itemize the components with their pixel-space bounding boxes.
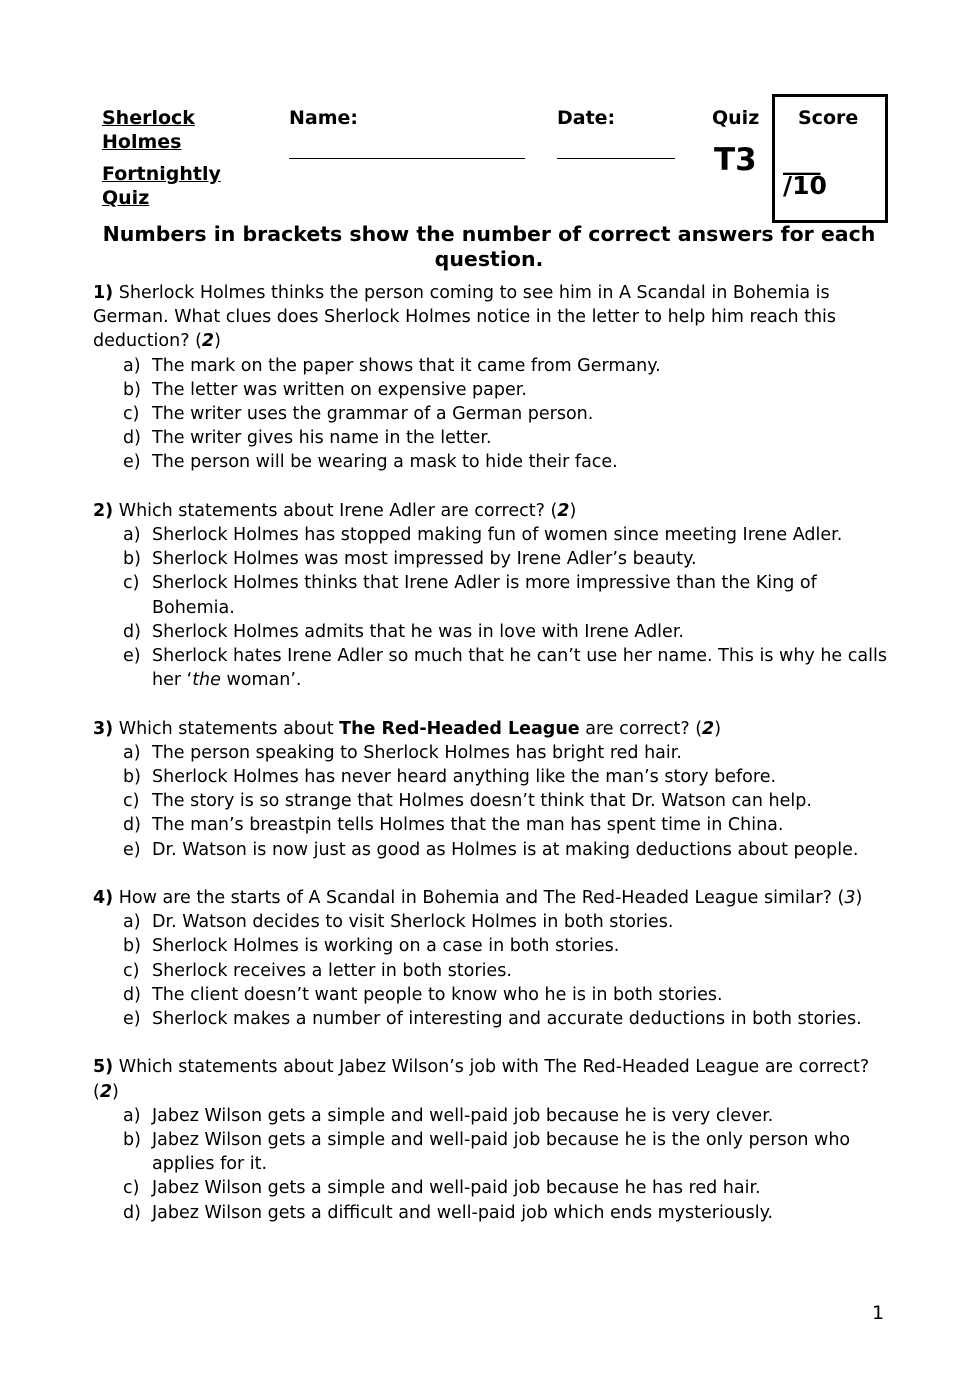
option-d[interactable]: d) The writer gives his name in the letter. [123,428,492,449]
question-3 [93,717,893,862]
question-text: 4) How are the starts of A Scandal in Bohemia and The Red-Headed League similar? (3) [93,888,863,909]
question-5 [93,1055,893,1224]
answer-count: 2 [201,331,215,352]
quiz-code: T3 [714,142,757,178]
option-e[interactable]: e) Sherlock makes a number of interesting and accurate deductions in both stories. [123,1009,862,1030]
option-d[interactable]: d) The client doesn’t want people to know who he is in both stories. [123,984,723,1005]
option-d[interactable]: d) Jabez Wilson gets a difficult and well-paid job which ends mysteriously. [123,1202,774,1223]
question-4 [93,886,893,1031]
score-label: Score [798,107,859,129]
instructions: Numbers in brackets show the number of correct answers for each question. [102,222,876,271]
name-field-line[interactable] [289,158,525,159]
option-b[interactable]: b) The letter was written on expensive paper. [123,379,527,400]
answer-count: 3 [844,888,856,909]
answer-count: 2 [557,500,570,521]
question-text: 3) Which statements about The Red-Headed League are correct? (2) [93,718,722,739]
question-number: 4) [93,888,114,909]
option-d[interactable]: d) Sherlock Holmes admits that he was in love with Irene Adler. [123,621,684,642]
date-field-line[interactable] [557,158,675,159]
question-text: 1) Sherlock Holmes thinks the person coming to see him in A Scandal in Bohemia is German. What clues does Sherlock Holmes notice in the letter to help him reach this deduction? (2) [93,283,837,352]
question-text: 5) Which statements about Jabez Wilson’s job with The Red-Headed League are correct? (2) [93,1057,870,1102]
question-1 [93,281,893,475]
question-number: 2) [93,500,114,521]
score-box [772,94,888,223]
option-c[interactable]: c) The story is so strange that Holmes doesn’t think that Dr. Watson can help. [123,791,812,812]
question-list [93,281,893,1249]
score-total: /10 [783,171,827,200]
answer-count: 2 [99,1081,113,1102]
option-b[interactable]: b) Sherlock Holmes has never heard anything like the man’s story before. [123,767,777,788]
option-a[interactable]: a) Jabez Wilson gets a simple and well-paid job because he is very clever. [123,1105,774,1126]
option-e[interactable]: e) The person will be wearing a mask to hide their face. [123,452,618,473]
option-a[interactable]: a) Sherlock Holmes has stopped making fun of women since meeting Irene Adler. [123,525,843,546]
page-number: 1 [872,1302,885,1324]
option-c[interactable]: c) Sherlock receives a letter in both stories. [123,960,512,981]
quiz-label: Quiz [712,107,760,129]
question-text: 2) Which statements about Irene Adler are correct? (2) [93,500,577,521]
option-a[interactable]: a) The mark on the paper shows that it came from Germany. [123,355,661,376]
option-c[interactable]: c) The writer uses the grammar of a German person. [123,404,594,425]
option-a[interactable]: a) The person speaking to Sherlock Holmes has bright red hair. [123,742,682,763]
question-number: 3) [93,718,114,739]
name-label: Name: [289,107,359,129]
option-c[interactable]: c) Sherlock Holmes thinks that Irene Adler is more impressive than the King of Bohemia. [123,573,817,618]
score-blank[interactable]: ___ [783,146,821,175]
quiz-title-line1: Sherlock Holmes [102,107,195,153]
option-b[interactable]: b) Sherlock Holmes is working on a case in both stories. [123,936,620,957]
option-d[interactable]: d) The man’s breastpin tells Holmes that the man has spent time in China. [123,815,784,836]
date-label: Date: [557,107,616,129]
option-b[interactable]: b) Jabez Wilson gets a simple and well-paid job because he is the only person who applies for it. [123,1130,851,1175]
option-a[interactable]: a) Dr. Watson decides to visit Sherlock Holmes in both stories. [123,912,674,933]
option-e[interactable]: e) Sherlock hates Irene Adler so much that he can’t use her name. This is why he calls her ‘the woman’. [123,646,887,691]
option-e[interactable]: e) Dr. Watson is now just as good as Holmes is at making deductions about people. [123,839,859,860]
question-number: 1) [93,283,114,303]
option-b[interactable]: b) Sherlock Holmes was most impressed by Irene Adler’s beauty. [123,549,697,570]
answer-count: 2 [702,718,715,739]
option-c[interactable]: c) Jabez Wilson gets a simple and well-paid job because he has red hair. [123,1178,761,1199]
question-number: 5) [93,1057,114,1078]
question-2 [93,499,893,693]
quiz-title-line2: Fortnightly Quiz [102,163,221,209]
